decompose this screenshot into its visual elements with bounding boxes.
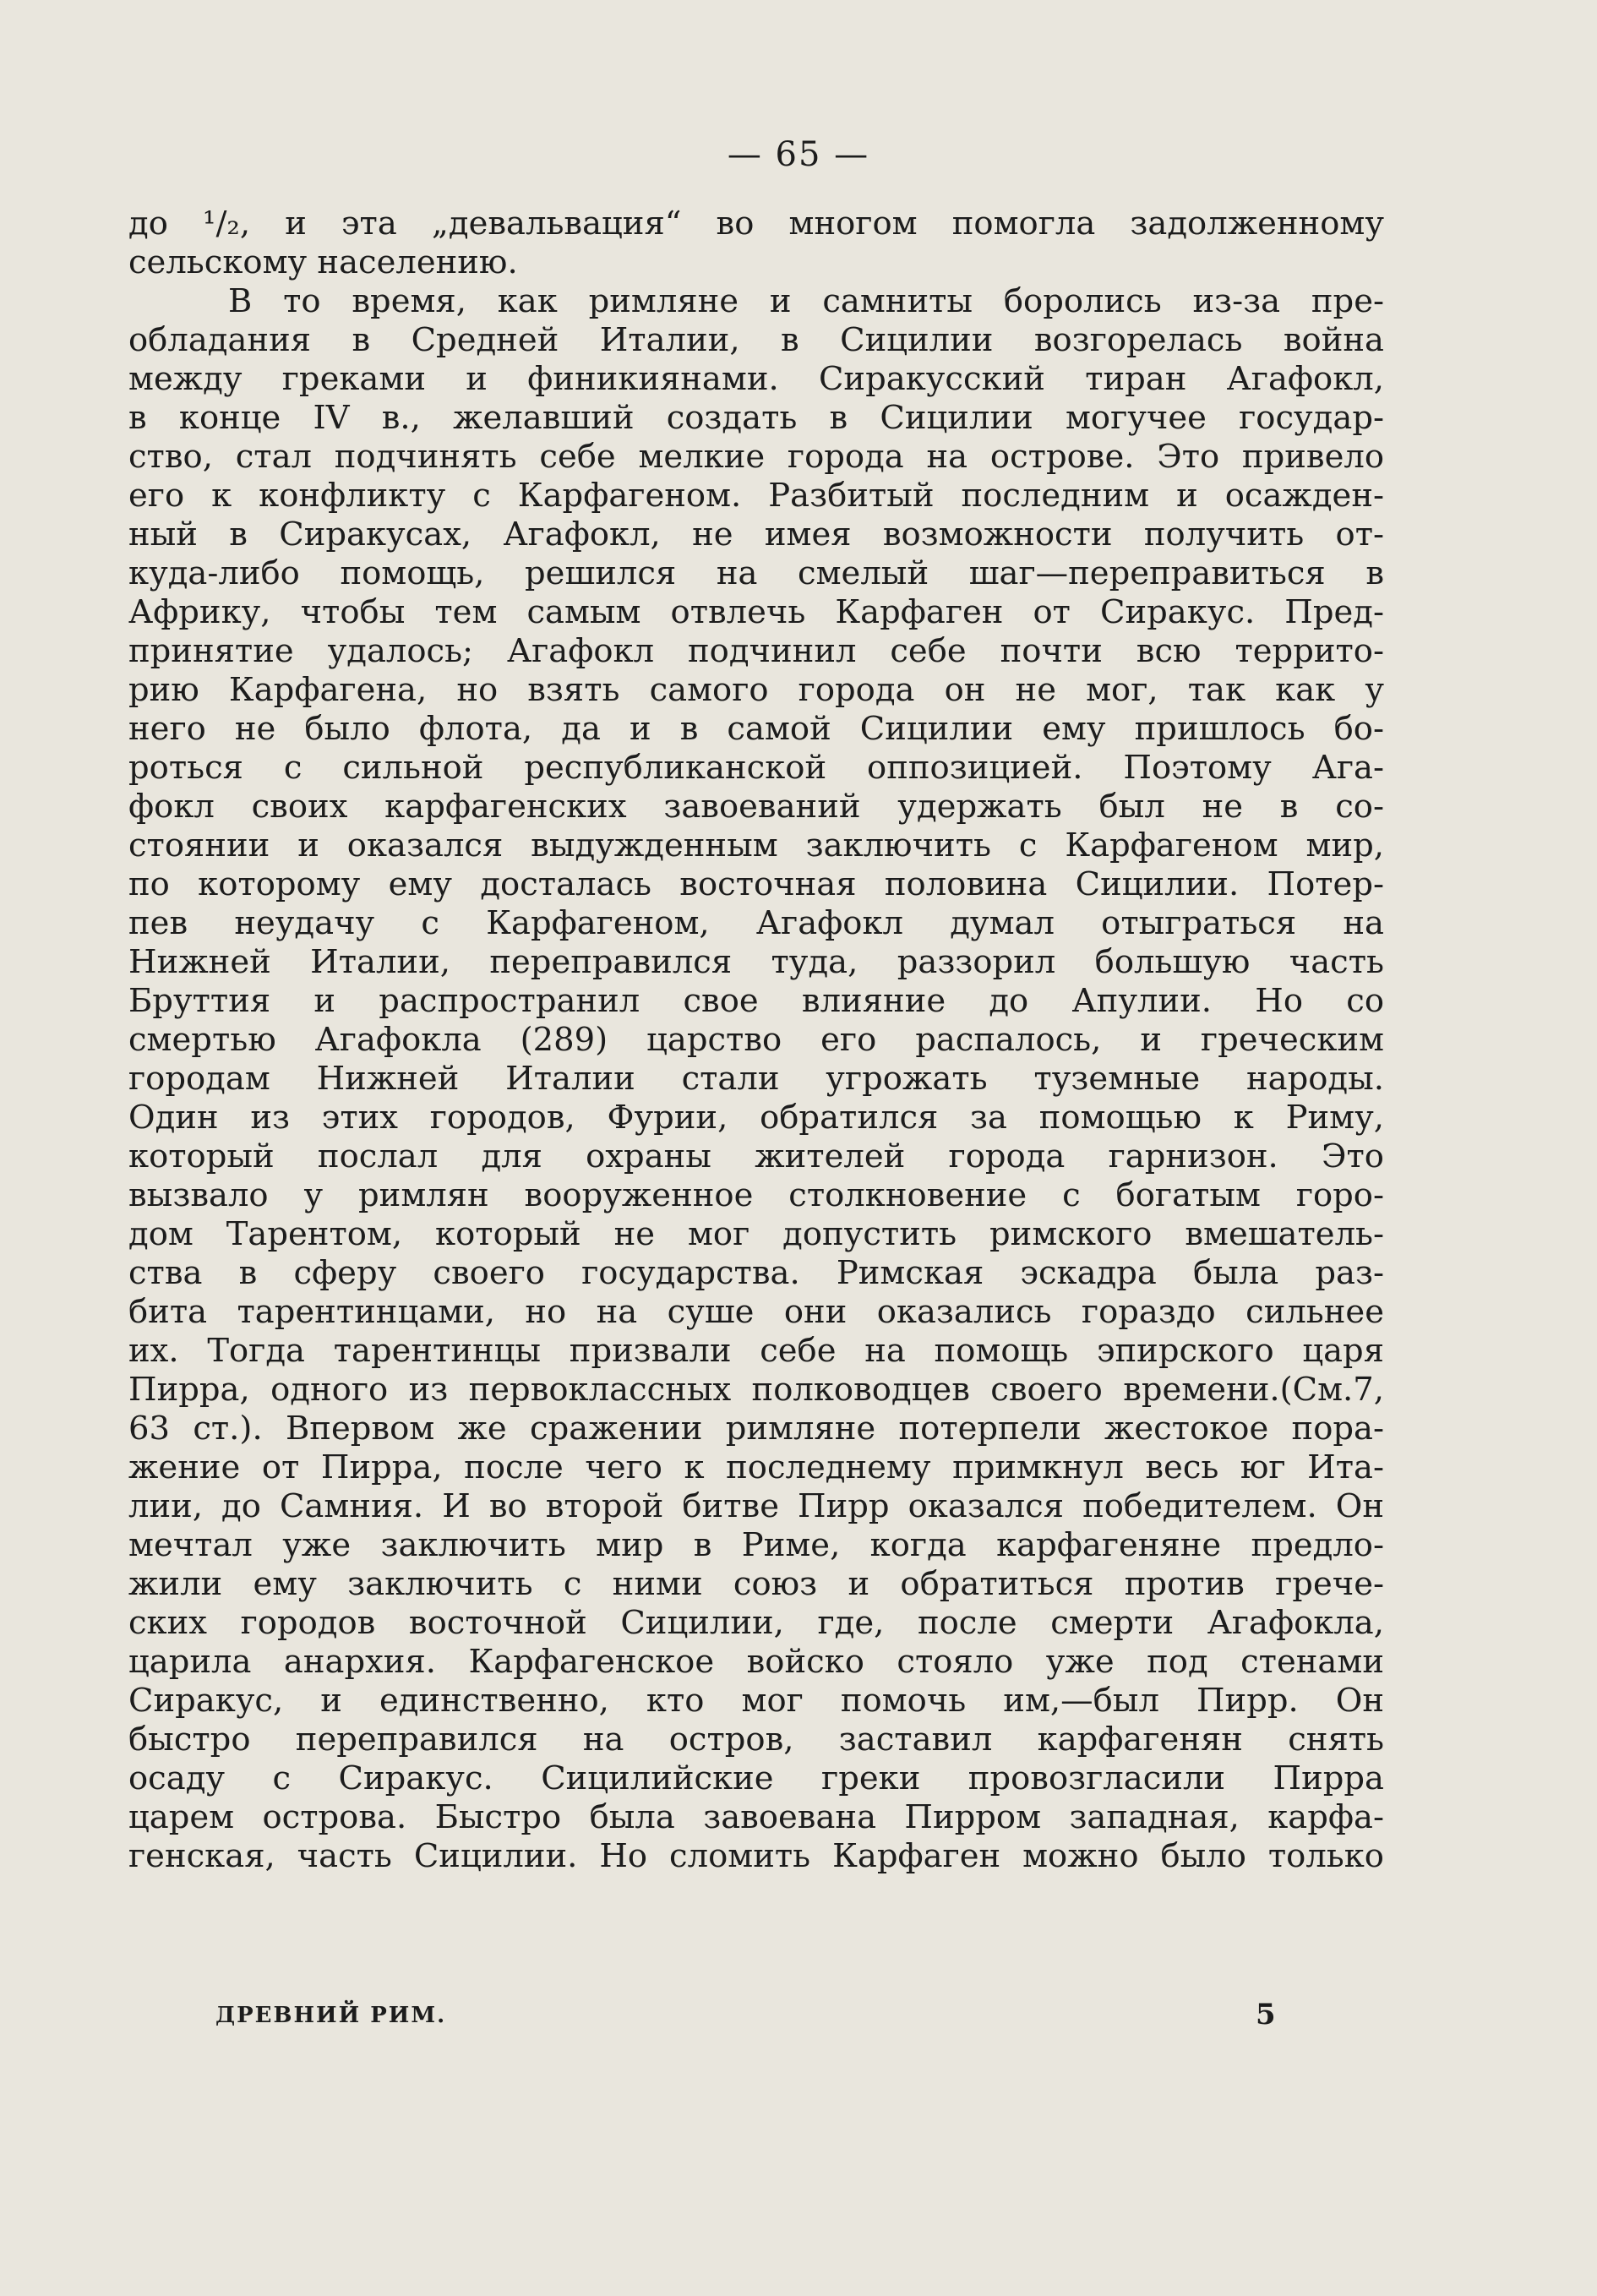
text-line: городам Нижней Италии стали угрожать туземные народы. [128,1060,1384,1098]
text-line: Сиракус, и единственно, кто мог помочь им,—был Пирр. Он [128,1682,1384,1720]
text-line: рию Карфагена, но взять самого города он не мог, так как у [128,671,1384,709]
text-line: бита тарентинцами, но на суше они оказались гораздо сильнее [128,1293,1384,1331]
text-line: ство, стал подчинять себе мелкие города на острове. Это привело [128,438,1384,476]
text-line: В то время, как римляне и самниты боролись из-за пре- [228,282,1384,320]
text-line: царем острова. Быстро была завоевана Пирром западная, карфа- [128,1798,1384,1836]
text-line: дом Тарентом, который не мог допустить римского вмешатель- [128,1215,1384,1253]
text-line: вызвало у римлян вооруженное столкновение с богатым горо- [128,1176,1384,1214]
text-line: пев неудачу с Карфагеном, Агафокл думал отыграться на [128,904,1384,942]
footer-book-title: ДРЕВНИЙ РИМ. [215,2003,447,2028]
text-line: лии, до Самния. И во второй битве Пирр оказался победителем. Он [128,1487,1384,1525]
text-line: Пирра, одного из первоклассных полководцев своего времени.(См.7, [128,1371,1384,1409]
text-line: него не было флота, да и в самой Сицилии ему пришлось бо- [128,710,1384,748]
body-text [128,205,1384,1876]
text-line: который послал для охраны жителей города гарнизон. Это [128,1137,1384,1175]
page-number: — 65 — [727,135,870,174]
text-line: мечтал уже заключить мир в Риме, когда карфагеняне предло- [128,1526,1384,1564]
text-line: 63 ст.). Впервом же сражении римляне потерпели жестокое пора- [128,1410,1384,1448]
text-line: куда-либо помощь, решился на смелый шаг—переправиться в [128,554,1384,592]
text-line: жили ему заключить с ними союз и обратиться против грече- [128,1565,1384,1603]
text-line: жение от Пирра, после чего к последнему примкнул весь юг Ита- [128,1448,1384,1486]
text-line: стоянии и оказался выдужденным заключить с Карфагеном мир, [128,826,1384,864]
text-line: принятие удалось; Агафокл подчинил себе почти всю террито- [128,632,1384,670]
text-line: ства в сферу своего государства. Римская эскадра была раз- [128,1254,1384,1292]
text-line: по которому ему досталась восточная половина Сицилии. Потер- [128,865,1384,903]
text-line: их. Тогда тарентинцы призвали себе на помощь эпирского царя [128,1332,1384,1370]
text-line: Африку, чтобы тем самым отвлечь Карфаген от Сиракус. Пред- [128,593,1384,631]
text-line: ских городов восточной Сицилии, где, после смерти Агафокла, [128,1604,1384,1642]
text-line: в конце IV в., желавший создать в Сицилии могучее государ- [128,399,1384,437]
text-line: его к конфликту с Карфагеном. Разбитый последним и осажден- [128,477,1384,515]
text-line: смертью Агафокла (289) царство его распалось, и греческим [128,1021,1384,1059]
text-line: фокл своих карфагенских завоеваний удержать был не в со- [128,788,1384,826]
text-line: обладания в Средней Италии, в Сицилии возгорелась война [128,321,1384,359]
text-line: осаду с Сиракус. Сицилийские греки провозгласили Пирра [128,1759,1384,1797]
text-line: между греками и финикиянами. Сиракусский тиран Агафокл, [128,360,1384,398]
text-line: царила анархия. Карфагенское войско стояло уже под стенами [128,1643,1384,1681]
text-line: сельскому населению. [128,243,518,281]
text-line: Один из этих городов, Фурии, обратился за помощью к Риму, [128,1099,1384,1137]
text-line: Нижней Италии, переправился туда, раззорил большую часть [128,943,1384,981]
text-line: ный в Сиракусах, Агафокл, не имея возможности получить от- [128,515,1384,554]
footer-signature-mark: 5 [1256,1998,1276,2031]
text-line: до ¹/₂, и эта „девальвация“ во многом помогла задолженному [128,205,1384,243]
text-line: роться с сильной республиканской оппозицией. Поэтому Ага- [128,749,1384,787]
text-line: быстро переправился на остров, заставил карфагенян снять [128,1721,1384,1759]
text-line: генская, часть Сицилии. Но сломить Карфаген можно было только [128,1837,1384,1875]
text-line: Бруттия и распространил свое влияние до Апулии. Но со [128,982,1384,1020]
